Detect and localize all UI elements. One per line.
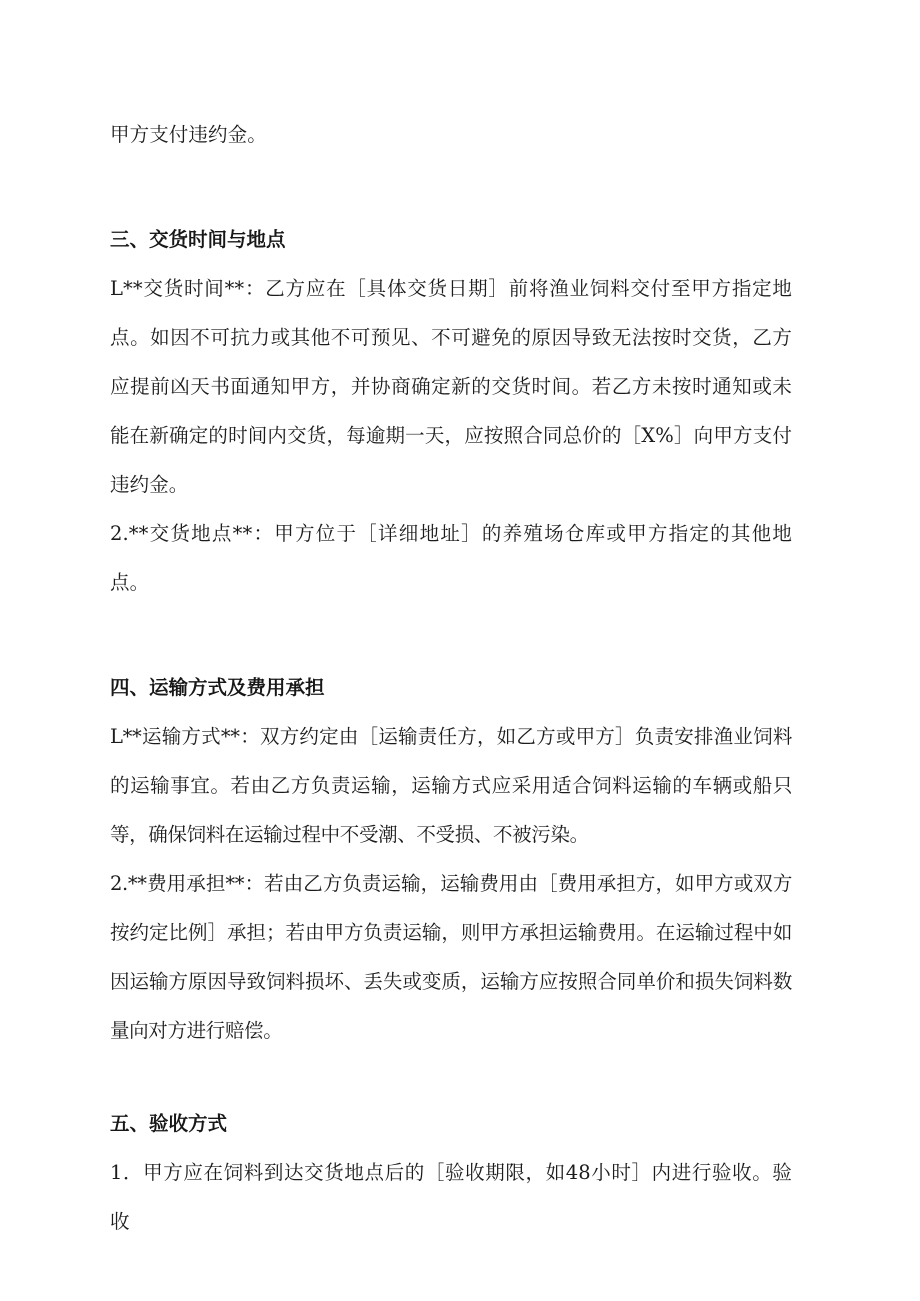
clause-3-2: 2.**交货地点**：甲方位于［详细地址］的养殖场仓库或甲方指定的其他地点。 — [110, 522, 792, 594]
clause-5-1: 1．甲方应在饲料到达交货地点后的［验收期限，如48小时］内进行验收。验收 — [110, 1161, 792, 1233]
section-heading-3: 三、交货时间与地点 — [110, 228, 286, 251]
clause-4-1: L**运输方式**：双方约定由［运输责任方，如乙方或甲方］负责安排渔业饲料的运输事宜。若由乙方负责运输，运输方式应采用适合饲料运输的车辆或船只等，确保饲料在运输过程中不受潮、不受损、不被污染。 — [110, 725, 792, 846]
spacer — [110, 159, 792, 215]
clause-3-1: L**交货时间**：乙方应在［具体交货日期］前将渔业饲料交付至甲方指定地点。如因不可抗力或其他不可预见、不可避免的原因导致无法按时交货，乙方应提前凶天书面通知甲方，并协商确定新的交货时间。若乙方未按时通知或未能在新确定的时间内交货，每逾期一天，应按照合同总价的［X%］向甲方支付违约金。 — [110, 277, 792, 496]
spacer — [110, 607, 792, 663]
section-heading-4: 四、运输方式及费用承担 — [110, 676, 325, 699]
spacer — [110, 1055, 792, 1099]
section-heading-5: 五、验收方式 — [110, 1112, 228, 1135]
clause-4-2: 2.**费用承担**：若由乙方负责运输，运输费用由［费用承担方，如甲方或双方按约定比例］承担；若由甲方负责运输，则甲方承担运输费用。在运输过程中如因运输方原因导致饲料损坏、丢失或变质，运输方应按照合同单价和损失饲料数量向对方进行赔偿。 — [110, 872, 792, 1042]
continuation-paragraph: 甲方支付违约金。 — [110, 123, 267, 146]
document-body — [110, 110, 792, 1246]
